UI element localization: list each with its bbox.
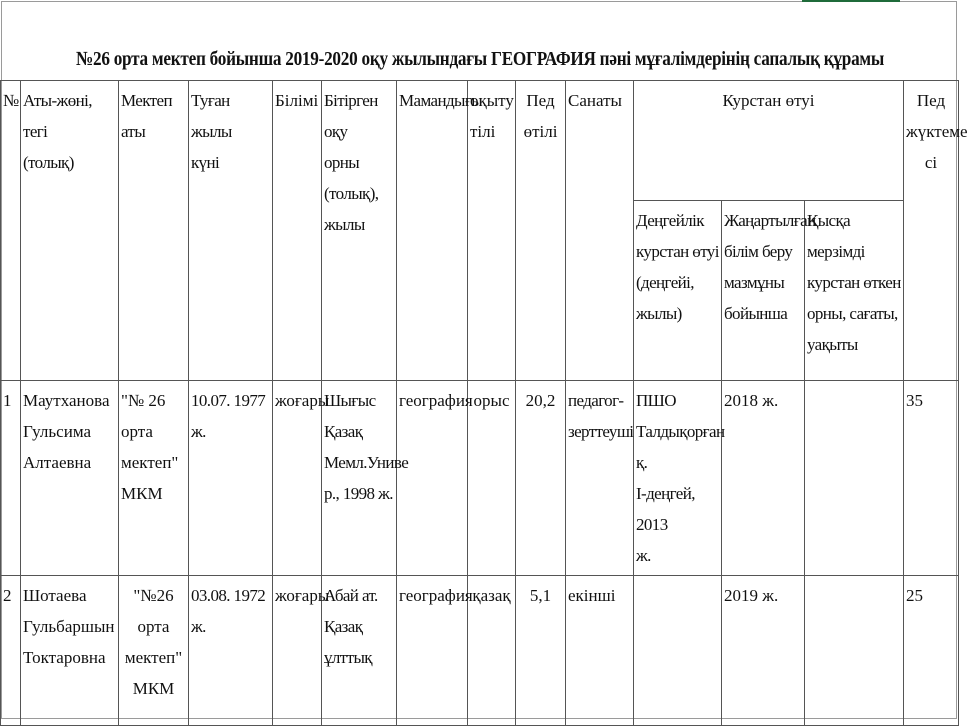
cell-course-short <box>805 381 904 576</box>
table-row <box>1 381 959 576</box>
header-ped-load: Пед жүктеме сі <box>904 81 959 381</box>
cell-birth: 03.08. 1972 ж. <box>189 576 273 726</box>
cell-num: 2 <box>1 576 21 726</box>
cell-specialty: география <box>397 381 468 576</box>
header-course-level: Деңгейлік курстан өтуі (деңгейі, жылы) <box>634 201 722 381</box>
header-ped-experience: Пед өтілі <box>516 81 566 381</box>
cell-graduated: Абай ат. Қазақ ұлттық <box>322 576 397 726</box>
cell-category: екінші <box>566 576 634 726</box>
cell-specialty: география <box>397 576 468 726</box>
table-row <box>1 576 959 726</box>
header-school: Мектеп аты <box>119 81 189 381</box>
cell-course-level: ПШО Талдықорған қ. I-деңгей, 2013 ж. <box>634 381 722 576</box>
cell-course-updated: 2018 ж. <box>722 381 805 576</box>
teachers-table <box>0 80 968 726</box>
cell-ped-experience: 5,1 <box>516 576 566 726</box>
cell-ped-load: 25 <box>904 576 959 726</box>
cell-education: жоғары <box>273 576 322 726</box>
cell-name: Маутханова Гульсима Алтаевна <box>21 381 119 576</box>
header-language: оқыту тілі <box>468 81 516 381</box>
cell-birth: 10.07. 1977 ж. <box>189 381 273 576</box>
cell-course-level <box>634 576 722 726</box>
cell-course-short <box>805 576 904 726</box>
header-graduated: Бітірген оқу орны (толық), жылы <box>322 81 397 381</box>
header-num: № <box>1 81 21 381</box>
cell-ped-experience: 20,2 <box>516 381 566 576</box>
cell-language: орыс <box>468 381 516 576</box>
accent-bar <box>802 0 900 2</box>
header-course-updated: Жаңартылған білім беру мазмұны бойынша <box>722 201 805 381</box>
header-education: Білімі <box>273 81 322 381</box>
page-title: №26 орта мектеп бойынша 2019-2020 оқу жылындағы ГЕОГРАФИЯ пәні мұғалімдерінің сапалық құрамы <box>75 48 885 70</box>
header-birth: Туған жылы күні <box>189 81 273 381</box>
header-specialty: Мамандығы <box>397 81 468 381</box>
cell-education: жоғары <box>273 381 322 576</box>
header-category: Санаты <box>566 81 634 381</box>
cell-language: қазақ <box>468 576 516 726</box>
cell-course-updated: 2019 ж. <box>722 576 805 726</box>
header-course-short: Қысқа мерзімді курстан өткен орны, сағаты, уақыты <box>805 201 904 381</box>
cell-school: "№26 орта мектеп" МКМ <box>119 576 189 726</box>
cell-school: "№ 26 орта мектеп" МКМ <box>119 381 189 576</box>
cell-graduated: Шығыс Қазақ Мемл.Униве р., 1998 ж. <box>322 381 397 576</box>
header-courses: Курстан өтуі <box>634 81 904 201</box>
header-name: Аты-жөні, тегі (толық) <box>21 81 119 381</box>
cell-ped-load: 35 <box>904 381 959 576</box>
cell-num: 1 <box>1 381 21 576</box>
table-header-row <box>1 81 959 201</box>
cell-category: педагог- зерттеуші <box>566 381 634 576</box>
cell-name: Шотаева Гульбаршын Токтаровна <box>21 576 119 726</box>
